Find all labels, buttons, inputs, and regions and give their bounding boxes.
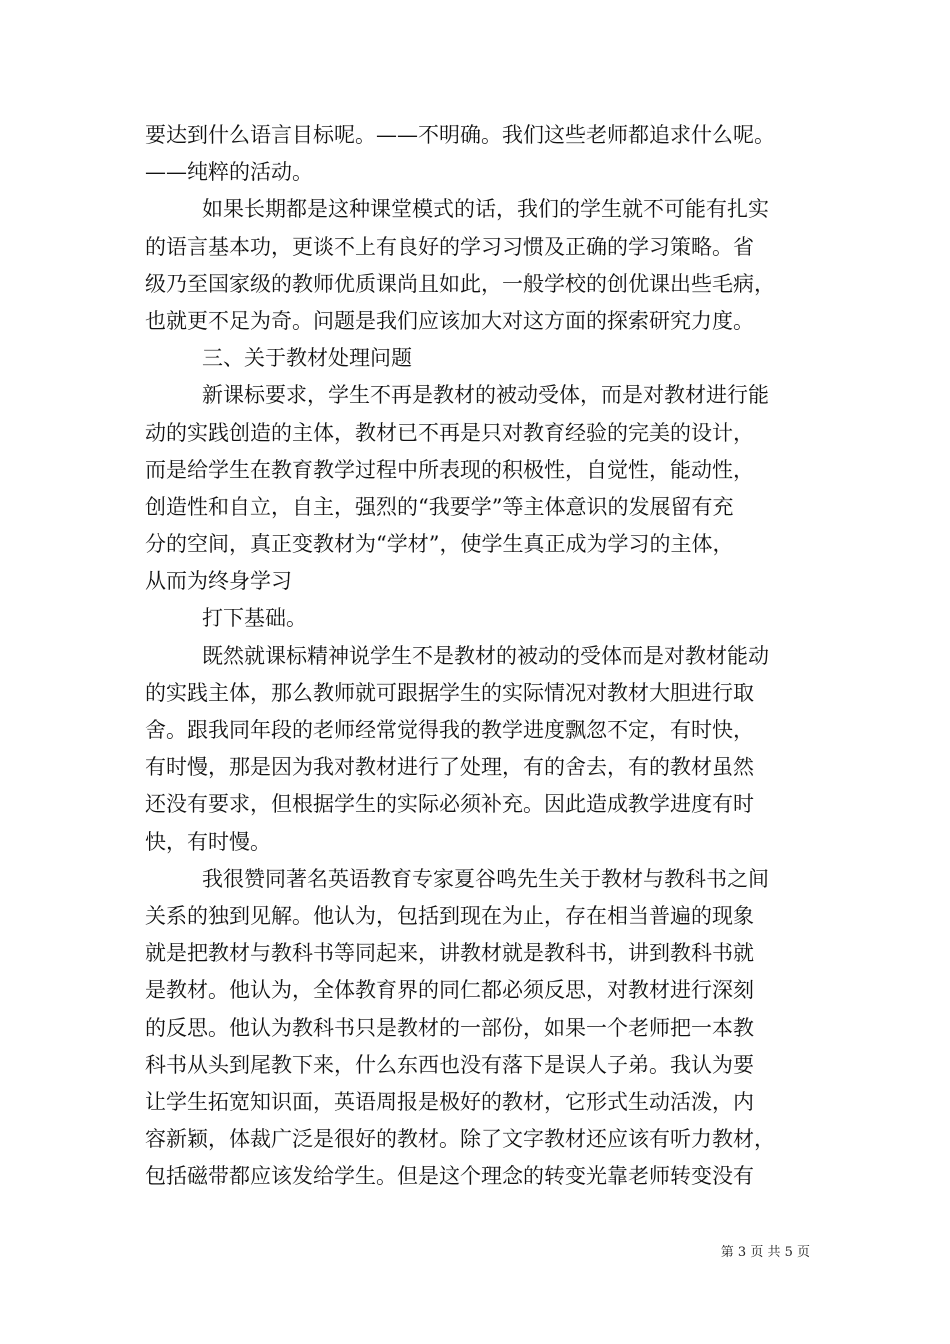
text-line: 舍。跟我同年段的老师经常觉得我的教学进度飘忽不定，有时快， [145,718,754,742]
text-line: 的语言基本功，更谈不上有良好的学习习惯及正确的学习策略。省 [145,234,754,259]
text-line: 的实践主体，那么教师就可跟据学生的实际情况对教材大胆进行取 [145,680,754,705]
text-line: 的反思。他认为教科书只是教材的一部份，如果一个老师把一本教 [145,1015,754,1040]
text-line: 容新颖，体裁广泛是很好的教材。除了文字教材还应该有听力教材， [145,1127,775,1152]
paragraph-start-line: 既然就课标精神说学生不是教材的被动的受体而是对教材能动 [202,643,769,668]
paragraph-start-line: 新课标要求，学生不再是教材的被动受体，而是对教材进行能 [202,383,769,408]
paragraph-start-line: 我很赞同著名英语教育专家夏谷鸣先生关于教材与教科书之间 [202,866,769,891]
paragraph-start-line: 如果长期都是这种课堂模式的话，我们的学生就不可能有扎实 [202,197,769,222]
text-line: 有时慢，那是因为我对教材进行了处理，有的舍去，有的教材虽然 [145,755,754,780]
page-number: 第 3 页 共 5 页 [720,1245,810,1260]
text-line: 科书从头到尾教下来，什么东西也没有落下是误人子弟。我认为要 [145,1052,754,1077]
text-line: 要达到什么语言目标呢。——不明确。我们这些老师都追求什么呢。 [145,123,775,147]
text-line: 分的空间，真正变教材为“学材”，使学生真正成为学习的主体， [145,532,734,557]
section-heading: 三、关于教材处理问题 [202,346,412,371]
text-line: 关系的独到见解。他认为，包括到现在为止，存在相当普遍的现象 [145,903,754,928]
text-line: 就是把教材与教科书等同起来，讲教材就是教科书，讲到教科书就 [145,941,754,966]
text-line: 从而为终身学习 [145,569,292,594]
text-line: 是教材。他认为，全体教育界的同仁都必须反思，对教材进行深刻 [145,978,754,1003]
text-line: 包括磁带都应该发给学生。但是这个理念的转变光靠老师转变没有 [145,1164,754,1189]
text-line: 快，有时慢。 [145,829,271,854]
text-line: ——纯粹的活动。 [145,160,313,185]
text-line: 级乃至国家级的教师优质课尚且如此，一般学校的创优课出些毛病， [145,271,775,296]
text-line: 创造性和自立，自主，强烈的“我要学”等主体意识的发展留有充 [145,494,734,519]
text-line: 而是给学生在教育教学过程中所表现的积极性，自觉性，能动性， [145,457,754,482]
text-line: 动的实践创造的主体，教材已不再是只对教育经验的完美的设计， [145,420,754,445]
body-text [145,117,815,1195]
text-line: 也就更不足为奇。问题是我们应该加大对这方面的探索研究力度。 [145,308,754,333]
text-line: 让学生拓宽知识面，英语周报是极好的教材，它形式生动活泼，内 [145,1089,754,1114]
paragraph-start-line: 打下基础。 [202,606,307,631]
text-line: 还没有要求，但根据学生的实际必须补充。因此造成教学进度有时 [145,792,754,817]
